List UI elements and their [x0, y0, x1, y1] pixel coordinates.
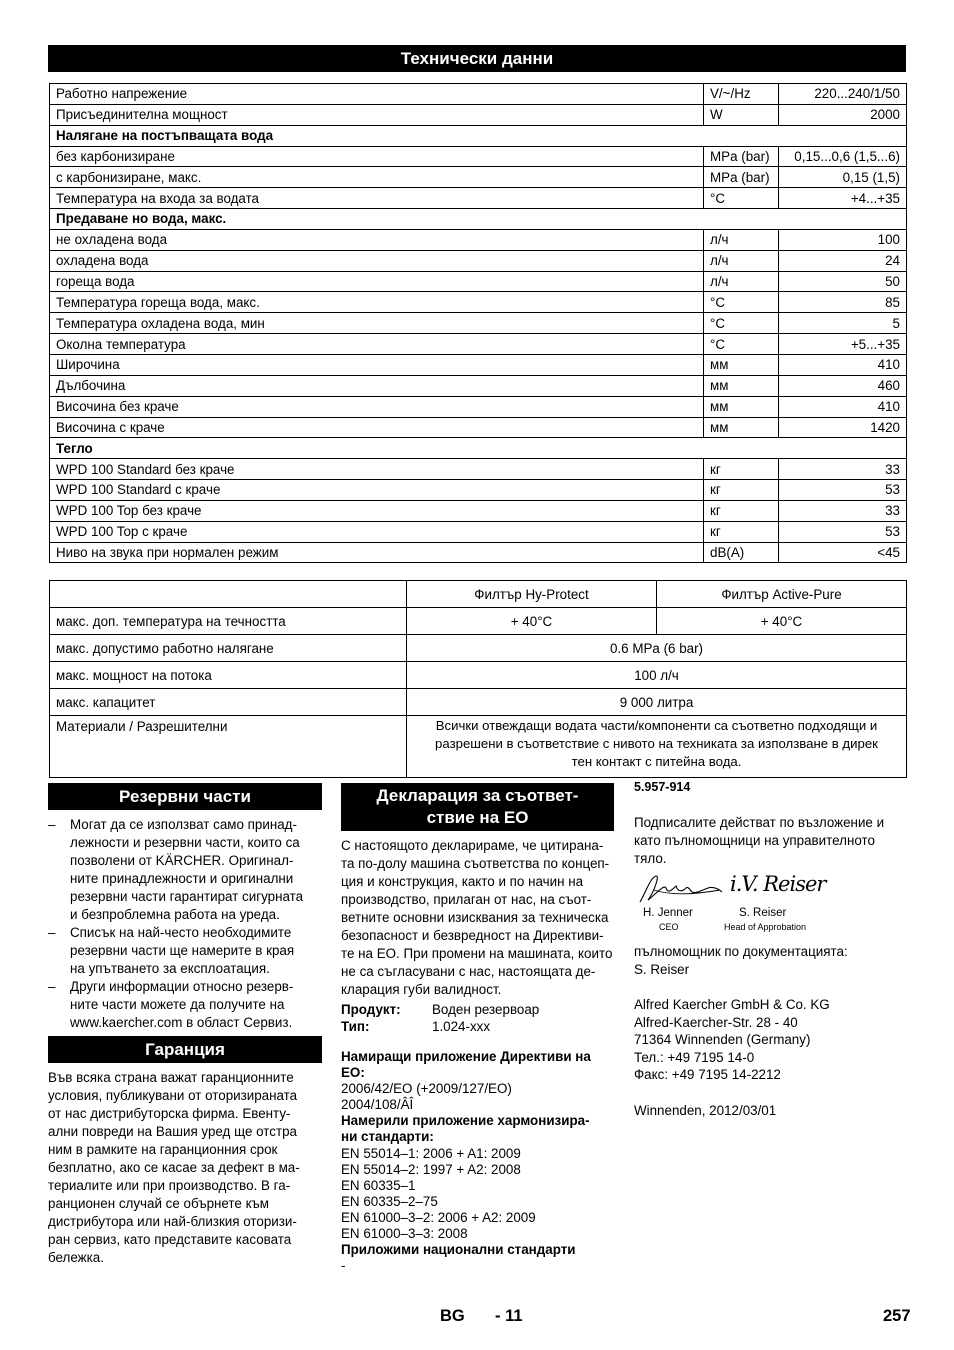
text-line: безопасност и безвредност на Директиви-: [341, 928, 604, 943]
spec-value: <45: [779, 542, 907, 563]
text-line: Подписалите действат по възложение и: [634, 815, 885, 830]
spec-label: Температура охладена вода, мин: [50, 313, 704, 334]
spare-parts-list: [48, 816, 320, 1032]
signature-reiser: i.V. Reiser: [730, 872, 826, 896]
declaration-title-line: ствие на ЕО: [426, 808, 529, 827]
spec-unit: W: [704, 104, 779, 125]
national-value: -: [341, 1258, 346, 1274]
harmonized-heading: Намерили приложение хармонизира-: [341, 1113, 590, 1129]
text-line: позволени от KÄRCHER. Оригинал-: [70, 853, 294, 868]
filter-header-hy-protect: Филтър Hy-Protect: [407, 581, 657, 608]
spec-label: Околна температура: [50, 334, 704, 355]
spec-unit: кг: [704, 500, 779, 521]
text-line: на упътването за експлоатация.: [70, 961, 270, 976]
spec-value: 53: [779, 521, 907, 542]
spec-unit: °C: [704, 188, 779, 209]
spec-label: Широчина: [50, 354, 704, 375]
footer-page-number: 257: [883, 1307, 911, 1325]
product-row: [341, 1001, 614, 1018]
text-line: резервни части гарантират сигурната: [70, 889, 304, 904]
directives-heading: Намиращи приложение Директиви на: [341, 1049, 591, 1064]
filter-table: [49, 580, 907, 778]
spec-row: [50, 438, 907, 459]
spec-unit: °C: [704, 292, 779, 313]
spec-group-heading: Тегло: [50, 438, 907, 459]
harmonized-list: [341, 1146, 614, 1243]
filter-row-label: макс. допустимо работно налягане: [50, 635, 407, 662]
doc-rep-label: пълномощник по документацията:: [634, 944, 848, 959]
text-line: – Други информации относно резерв-: [70, 979, 294, 994]
filter-cell: 9 000 литра: [407, 689, 907, 716]
text-line: ранционен случай се обърнете към: [48, 1196, 270, 1211]
spec-group-heading: Предаване но вода, макс.: [50, 209, 907, 230]
text-line: резервни части ще намерите в края: [70, 943, 295, 958]
signature-jenner: [636, 872, 726, 908]
address-line: 71364 Winnenden (Germany): [634, 1032, 811, 1048]
text-line: производство, прилаган от нас, на съот-: [341, 892, 592, 907]
text-line: www.kaercher.com в област Сервиз.: [70, 1015, 293, 1030]
spec-value: 24: [779, 250, 907, 271]
filter-cell: 100 л/ч: [407, 662, 907, 689]
national-heading: Приложими национални стандарти: [341, 1242, 576, 1258]
text-line: ция и конструкция, както и по начин на: [341, 874, 584, 889]
signers-text: [634, 814, 908, 868]
filter-cell: + 40°C: [657, 608, 907, 635]
spec-value: 410: [779, 354, 907, 375]
text-line: те на ЕО. При промени на машината, които: [341, 946, 613, 961]
spec-row: [50, 146, 907, 167]
spec-row: [50, 292, 907, 313]
spec-unit: °C: [704, 313, 779, 334]
materials-line: разрешени в съответствие с нивото на техниката за използване в дирек: [435, 736, 878, 751]
section-title-technical-data: Технически данни: [48, 45, 906, 72]
spec-unit: °C: [704, 334, 779, 355]
spec-row: [50, 167, 907, 188]
spec-unit: кг: [704, 480, 779, 501]
section-title-warranty: Гаранция: [48, 1036, 322, 1063]
spec-row: [50, 521, 907, 542]
standard-item: EN 60335–1: [341, 1177, 416, 1193]
filter-header-empty: [50, 581, 407, 608]
declaration-title-line: Декларация за съответ-: [376, 786, 579, 805]
directive-item: 2006/42/ЕО (+2009/127/ЕО): [341, 1081, 512, 1097]
address-line: Тел.: +49 7195 14-0: [634, 1049, 755, 1065]
spec-unit: мм: [704, 417, 779, 438]
spec-row: [50, 542, 907, 563]
spec-label: Дълбочина: [50, 375, 704, 396]
spec-row: [50, 396, 907, 417]
spec-unit: dB(A): [704, 542, 779, 563]
text-line: ветните основни изисквания за техническа: [341, 910, 609, 925]
address-line: Факс: +49 7195 14-2212: [634, 1067, 781, 1083]
spec-value: +4...+35: [779, 188, 907, 209]
declaration-standards: [341, 1049, 614, 1274]
doc-rep-name: S. Reiser: [634, 962, 690, 977]
spec-unit: л/ч: [704, 229, 779, 250]
filter-cell: 0.6 MPa (6 bar): [407, 635, 907, 662]
text-line: дистрибутора или най-близкия оторизи-: [48, 1214, 297, 1229]
text-line: кларация губи валидност.: [341, 982, 502, 997]
spec-row: [50, 313, 907, 334]
materials-line: тен контакт с питейна вода.: [571, 754, 742, 769]
spec-unit: кг: [704, 521, 779, 542]
signer-2-role: Head of Approbation: [724, 922, 807, 932]
spec-group-heading: Налягане на постъпващата вода: [50, 125, 907, 146]
spec-label: Работно напрежение: [50, 84, 704, 105]
text-line: като пълномощници на управителното: [634, 833, 875, 848]
spec-row: [50, 209, 907, 230]
spec-row: [50, 104, 907, 125]
text-line: не са съгласувани с нас, настоящата де-: [341, 964, 596, 979]
spec-label: охладена вода: [50, 250, 704, 271]
spec-label: Ниво на звука при нормален режим: [50, 542, 704, 563]
text-line: ните части можете да получите на: [70, 997, 285, 1012]
type-label: Тип:: [341, 1019, 370, 1034]
product-label: Продукт:: [341, 1002, 401, 1017]
spec-row: [50, 417, 907, 438]
spec-row: [50, 229, 907, 250]
filter-row-label: макс. мощност на потока: [50, 662, 407, 689]
signer-2-name: S. Reiser: [739, 907, 787, 919]
spec-label: без карбонизиране: [50, 146, 704, 167]
spec-value: 33: [779, 500, 907, 521]
text-line: от нас дистрибуторска фирма. Евенту-: [48, 1106, 291, 1121]
type-value: 1.024-xxx: [432, 1019, 491, 1034]
materials-line: Всички отвеждащи водата части/компоненти са съответно подходящи и: [435, 718, 878, 733]
spec-value: 2000: [779, 104, 907, 125]
spec-row: [50, 500, 907, 521]
spec-value: 5: [779, 313, 907, 334]
directives-list: [341, 1081, 614, 1113]
text-line: безплатно, ако се касае за дефект в ма-: [48, 1160, 300, 1175]
product-info: [341, 1001, 614, 1035]
text-line: С настоящото декларираме, че цитирана-: [341, 838, 604, 853]
text-line: – Могат да се използват само принад-: [70, 817, 297, 832]
spec-unit: мм: [704, 396, 779, 417]
section-title-spare-parts: Резервни части: [48, 783, 322, 810]
product-value: Воден резервоар: [432, 1002, 540, 1017]
spare-parts-item: [48, 978, 320, 1032]
type-row: [341, 1018, 614, 1035]
text-line: Във всяка страна важат гаранционните: [48, 1070, 294, 1085]
spec-row: [50, 188, 907, 209]
spec-value: 100: [779, 229, 907, 250]
footer-language: BG: [440, 1307, 465, 1325]
filter-materials-cell: [407, 716, 907, 778]
declaration-intro: [341, 837, 614, 999]
text-line: лежности и резервни части, които са: [70, 835, 300, 850]
spec-label: WPD 100 Top без краче: [50, 500, 704, 521]
spec-label: Височина без краче: [50, 396, 704, 417]
standard-item: EN 55014–1: 2006 + A1: 2009: [341, 1145, 521, 1161]
spec-value: 50: [779, 271, 907, 292]
filter-cell: + 40°C: [407, 608, 657, 635]
signer-1-role: CEO: [659, 922, 679, 932]
spec-label: WPD 100 Standard без краче: [50, 459, 704, 480]
warranty-text: [48, 1069, 320, 1267]
spec-row: [50, 459, 907, 480]
directive-item: 2004/108/ÂÎ: [341, 1097, 414, 1113]
spec-unit: MPa (bar): [704, 146, 779, 167]
filter-row-label: макс. доп. температура на течността: [50, 608, 407, 635]
spec-value: 220...240/1/50: [779, 84, 907, 105]
standard-item: EN 61000–3–3: 2008: [341, 1226, 468, 1242]
text-line: ним в рамките на гаранционния срок: [48, 1142, 278, 1157]
filter-header-active-pure: Филтър Active-Pure: [657, 581, 907, 608]
footer-local-page: - 11: [495, 1307, 523, 1325]
text-line: – Списък на най-често необходимите: [70, 925, 292, 940]
spec-unit: л/ч: [704, 250, 779, 271]
signer-1-name: H. Jenner: [643, 907, 693, 919]
standard-item: EN 61000–3–2: 2006 + A2: 2009: [341, 1209, 536, 1225]
spare-parts-item: [48, 816, 320, 924]
spec-row: [50, 354, 907, 375]
text-line: ран сервиз, като представите касовата: [48, 1232, 292, 1247]
standard-item: EN 60335–2–75: [341, 1193, 438, 1209]
spec-unit: л/ч: [704, 271, 779, 292]
standard-item: EN 55014–2: 1997 + A2: 2008: [341, 1161, 521, 1177]
text-line: тяло.: [634, 851, 667, 866]
spec-label: Температура на входа за водата: [50, 188, 704, 209]
spec-row: [50, 480, 907, 501]
address-line: Alfred Kaercher GmbH & Co. KG: [634, 997, 830, 1012]
text-line: ните принадлежности и оригинални: [70, 871, 294, 886]
spec-value: 33: [779, 459, 907, 480]
spec-value: 0,15...0,6 (1,5...6): [779, 146, 907, 167]
text-line: и безпроблемна работа на уреда.: [70, 907, 280, 922]
text-line: условия, публикувани от оторизираната: [48, 1088, 298, 1103]
spec-value: 460: [779, 375, 907, 396]
spec-value: 53: [779, 480, 907, 501]
spec-value: 85: [779, 292, 907, 313]
spec-row: [50, 334, 907, 355]
directives-heading: ЕО:: [341, 1065, 365, 1081]
spec-unit: кг: [704, 459, 779, 480]
filter-row-label: Материали / Разрешителни: [50, 716, 407, 778]
spec-row: [50, 375, 907, 396]
section-title-declaration: [341, 783, 614, 831]
spec-value: 410: [779, 396, 907, 417]
spec-row: [50, 271, 907, 292]
spec-unit: мм: [704, 354, 779, 375]
address-block: [634, 996, 908, 1084]
spec-label: Височина с краче: [50, 417, 704, 438]
text-line: ални повреди на Вашия уред ще отстра: [48, 1124, 297, 1139]
address-line: Alfred-Kaercher-Str. 28 - 40: [634, 1014, 798, 1030]
spec-label: гореща вода: [50, 271, 704, 292]
spec-value: 1420: [779, 417, 907, 438]
spec-value: 0,15 (1,5): [779, 167, 907, 188]
spec-row: [50, 250, 907, 271]
text-line: териалите или при производство. В га-: [48, 1178, 291, 1193]
spec-unit: V/~/Hz: [704, 84, 779, 105]
spec-value: +5...+35: [779, 334, 907, 355]
spec-label: не охладена вода: [50, 229, 704, 250]
harmonized-heading: ни стандарти:: [341, 1129, 434, 1145]
filter-row-label: макс. капацитет: [50, 689, 407, 716]
spec-row: [50, 84, 907, 105]
spec-label: с карбонизиране, макс.: [50, 167, 704, 188]
doc-rep-block: [634, 943, 908, 979]
spec-unit: мм: [704, 375, 779, 396]
text-line: та по-долу машина съответства по концеп-: [341, 856, 610, 871]
spec-label: WPD 100 Standard с краче: [50, 480, 704, 501]
technical-data-table: [49, 83, 907, 563]
spec-label: WPD 100 Top с краче: [50, 521, 704, 542]
spare-parts-item: [48, 924, 320, 978]
spec-unit: MPa (bar): [704, 167, 779, 188]
text-line: бележка.: [48, 1250, 104, 1265]
spec-label: Присъединителна мощност: [50, 104, 704, 125]
spec-label: Температура гореща вода, макс.: [50, 292, 704, 313]
spec-row: [50, 125, 907, 146]
part-code: 5.957-914: [634, 780, 691, 794]
place-date: Winnenden, 2012/03/01: [634, 1103, 777, 1118]
